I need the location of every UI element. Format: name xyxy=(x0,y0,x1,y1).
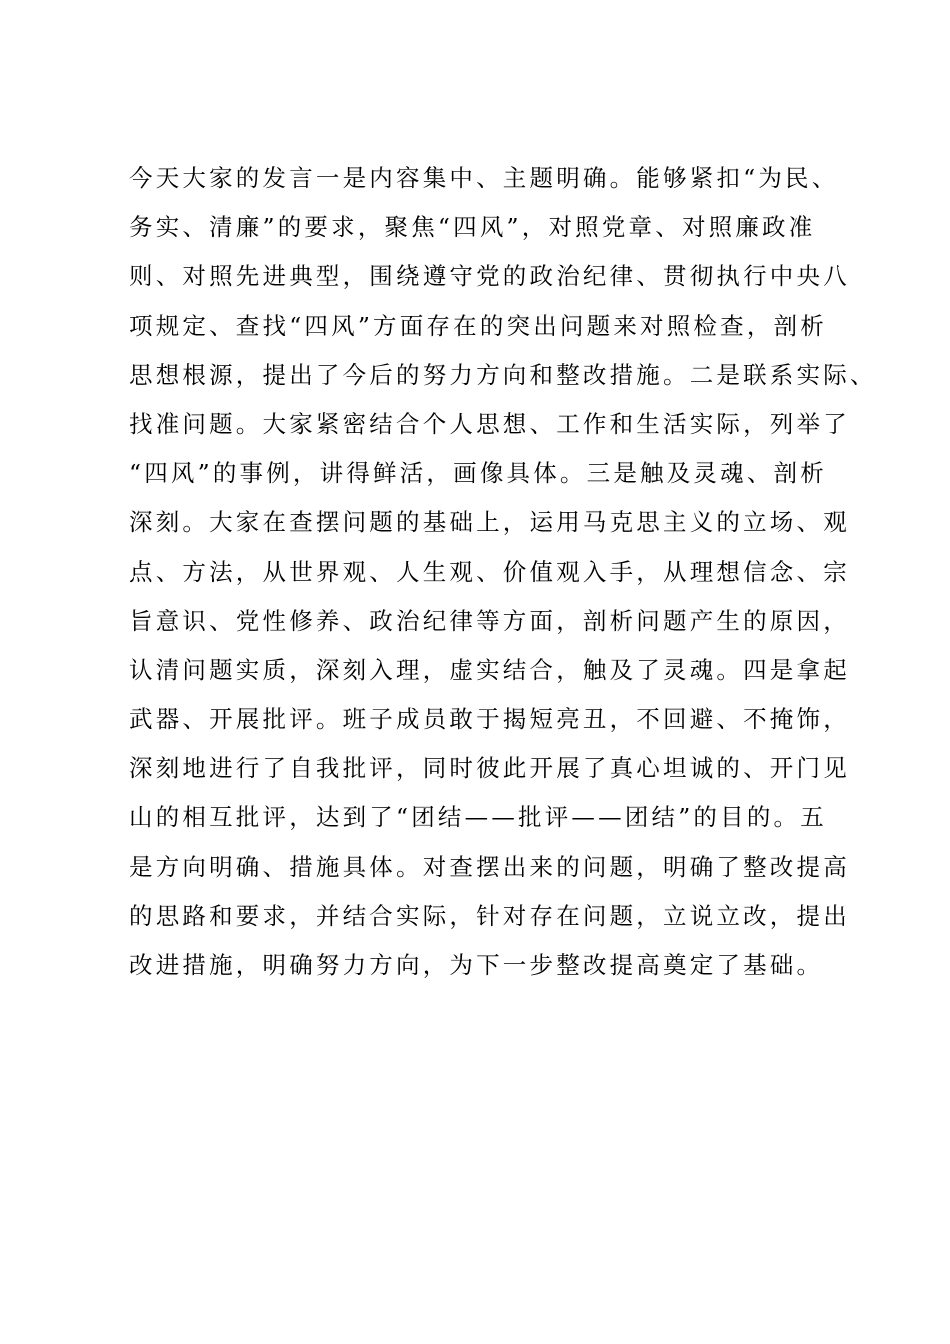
paragraph-line: 思想根源，提出了今后的努力方向和整改措施。二是联系实际、 xyxy=(129,360,877,389)
paragraph-line: 武器、开展批评。班子成员敢于揭短亮丑，不回避、不掩饰， xyxy=(129,705,850,734)
paragraph-line: 项规定、查找“四风”方面存在的突出问题来对照检查，剖析 xyxy=(129,311,827,340)
paragraph-line: 今天大家的发言一是内容集中、主题明确。能够紧扣“为民、 xyxy=(129,164,839,192)
paragraph-line: 则、对照先进典型，围绕遵守党的政治纪律、贯彻执行中央八 xyxy=(129,262,850,291)
paragraph-line: 旨意识、党性修养、政治纪律等方面，剖析问题产生的原因， xyxy=(129,606,850,635)
paragraph-line: 务实、清廉”的要求，聚焦“四风”，对照党章、对照廉政准 xyxy=(129,213,816,242)
paragraph-line: 的思路和要求，并结合实际，针对存在问题，立说立改，提出 xyxy=(129,901,850,930)
paragraph-line: 深刻。大家在查摆问题的基础上，运用马克思主义的立场、观 xyxy=(129,508,850,537)
paragraph-line: 认清问题实质，深刻入理，虚实结合，触及了灵魂。四是拿起 xyxy=(129,655,850,684)
paragraph-line: 改进措施，明确努力方向，为下一步整改提高奠定了基础。 xyxy=(129,951,824,979)
paragraph-line: 深刻地进行了自我批评，同时彼此开展了真心坦诚的、开门见 xyxy=(129,754,850,783)
paragraph-line: 找准问题。大家紧密结合个人思想、工作和生活实际，列举了 xyxy=(129,409,850,438)
body-paragraph xyxy=(129,154,877,990)
paragraph-line: 点、方法，从世界观、人生观、价值观入手，从理想信念、宗 xyxy=(129,557,850,586)
paragraph-line: “四风”的事例，讲得鲜活，画像具体。三是触及灵魂、剖析 xyxy=(129,459,827,488)
paragraph-line: 山的相互批评，达到了“团结——批评——团结”的目的。五 xyxy=(129,803,827,832)
paragraph-line: 是方向明确、措施具体。对查摆出来的问题，明确了整改提高 xyxy=(129,852,850,881)
